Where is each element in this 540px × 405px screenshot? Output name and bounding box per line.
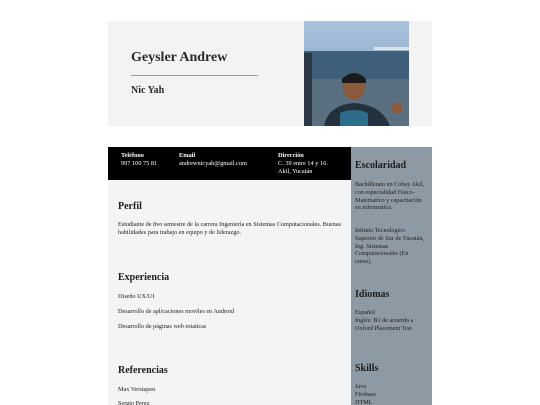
perfil-text: Estudiante de 8vo semestre de la carrera Ingeniería en Sistemas Computacionales. Buenas habilidades para trabajo en equipo y de liderazgo.	[118, 221, 342, 237]
reference-item: Max Verstapen	[118, 386, 156, 393]
skill-item: Firebase	[355, 391, 376, 398]
phone-label: Teléfono	[121, 152, 144, 159]
contact-address	[278, 152, 340, 177]
person-surname: Nic Yah	[131, 85, 165, 96]
education-item: Intituto Tecnológico Superior de Sur de Yucatán, Ing. Sistemas Computacionales (En curso).	[355, 227, 425, 265]
section-title-idiomas: Idiomas	[355, 289, 390, 300]
email-label: Email	[179, 152, 196, 159]
education-item: Bachillerato en Cobay Akil, con especialidad Físico-Matematico y capacitación en informatica.	[355, 181, 425, 212]
email-value: andrewnicyah@gmail.com	[179, 160, 247, 168]
reference-item: Sergio Perez	[118, 400, 150, 405]
section-title-escolaridad: Escolaridad	[355, 160, 407, 171]
language-item: Español	[355, 309, 375, 316]
resume-header	[108, 21, 432, 126]
skill-item: HTML	[355, 399, 373, 405]
profile-photo	[304, 21, 409, 126]
sidebar-column	[351, 147, 432, 405]
phone-value: 997 100 75 81	[121, 160, 158, 168]
person-name: Geysler Andrew	[131, 50, 228, 65]
contact-email	[179, 152, 271, 168]
section-title-referencias: Referencias	[118, 365, 168, 376]
skill-item: Java	[355, 383, 366, 390]
address-label: Dirección	[278, 152, 304, 159]
section-title-experiencia: Experiencia	[118, 272, 170, 283]
address-value: C. 39 entre 14 y 16. Akil, Yucatán	[278, 160, 328, 176]
contact-phone	[121, 152, 161, 168]
experience-item: Desarrollo de páginas web estaticas	[118, 323, 207, 330]
section-title-perfil: Perfil	[118, 201, 142, 212]
name-divider	[131, 75, 258, 76]
section-title-skills: Skills	[355, 363, 379, 374]
main-column	[108, 180, 351, 405]
experience-item: Desarrollo de aplicaciones moviles en Android	[118, 308, 234, 315]
experience-item: Diseño UX/UI	[118, 293, 155, 300]
language-item: Inglés: B1 de acuerdo a Oxford Placement Test	[355, 317, 414, 332]
resume-page	[108, 21, 432, 405]
contact-bar	[108, 147, 351, 180]
